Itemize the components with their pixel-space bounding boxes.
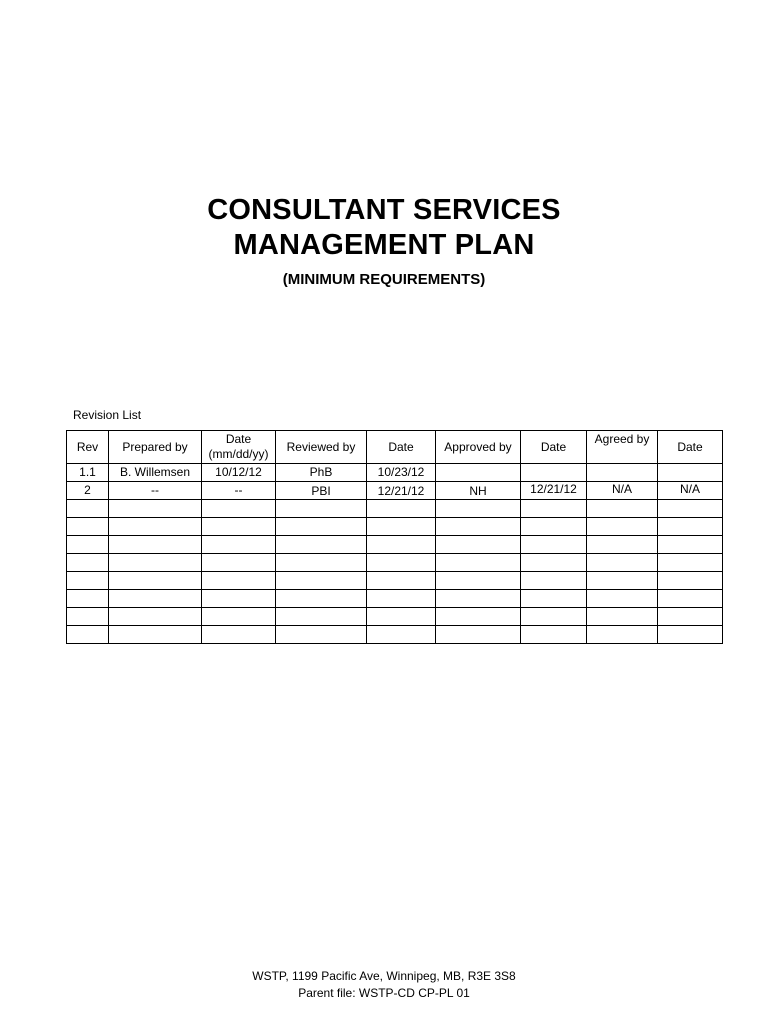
table-cell: B. Willemsen: [109, 464, 202, 482]
table-cell: [109, 518, 202, 536]
table-cell: [276, 536, 367, 554]
table-cell: [658, 518, 723, 536]
table-cell: [67, 626, 109, 644]
table-cell: [367, 554, 436, 572]
table-cell: [521, 536, 587, 554]
header-approved-by: Approved by: [436, 431, 521, 464]
table-cell: [367, 626, 436, 644]
table-cell: [202, 518, 276, 536]
table-cell: [67, 572, 109, 590]
table-cell: [109, 608, 202, 626]
table-cell: [521, 518, 587, 536]
table-cell: [436, 608, 521, 626]
table-cell: 2: [67, 482, 109, 500]
table-cell: [658, 572, 723, 590]
table-cell: [276, 554, 367, 572]
table-cell: [587, 572, 658, 590]
table-cell: [658, 608, 723, 626]
table-cell: [67, 518, 109, 536]
table-cell: 10/12/12: [202, 464, 276, 482]
table-cell: [276, 590, 367, 608]
table-cell: [587, 626, 658, 644]
table-cell: [67, 554, 109, 572]
table-cell: 1.1: [67, 464, 109, 482]
header-date-prepared: Date (mm/dd/yy): [202, 431, 276, 464]
table-cell: [276, 572, 367, 590]
table-row: [67, 608, 723, 626]
table-cell: [521, 464, 587, 482]
table-cell: [587, 518, 658, 536]
table-cell: N/A: [658, 482, 723, 500]
table-cell: [276, 500, 367, 518]
table-cell: [521, 554, 587, 572]
table-cell: [436, 464, 521, 482]
header-date-agreed: Date: [658, 431, 723, 464]
table-cell: [658, 536, 723, 554]
table-cell: [202, 500, 276, 518]
table-cell: [276, 608, 367, 626]
table-cell: 10/23/12: [367, 464, 436, 482]
table-cell: [367, 500, 436, 518]
table-cell: [276, 518, 367, 536]
table-cell: [367, 536, 436, 554]
table-cell: NH: [436, 482, 521, 500]
table-cell: [658, 500, 723, 518]
table-row: [67, 464, 723, 482]
table-cell: [109, 572, 202, 590]
header-rev: Rev: [67, 431, 109, 464]
document-subtitle: (MINIMUM REQUIREMENTS): [282, 271, 486, 288]
table-cell: [436, 572, 521, 590]
table-row: [67, 518, 723, 536]
table-cell: [436, 554, 521, 572]
header-reviewed-by: Reviewed by: [276, 431, 367, 464]
table-cell: [67, 608, 109, 626]
footer-address: WSTP, 1199 Pacific Ave, Winnipeg, MB, R3E 3S8: [252, 969, 516, 983]
table-cell: [521, 590, 587, 608]
table-cell: [109, 590, 202, 608]
table-cell: [587, 536, 658, 554]
table-cell: [587, 608, 658, 626]
revision-list-label: Revision List: [73, 408, 142, 422]
revision-table: [66, 430, 723, 644]
table-cell: [587, 554, 658, 572]
table-cell: 12/21/12: [367, 482, 436, 500]
table-cell: PBI: [276, 482, 367, 500]
table-cell: [367, 590, 436, 608]
table-cell: [587, 464, 658, 482]
table-cell: [109, 500, 202, 518]
table-cell: [67, 500, 109, 518]
table-row: [67, 626, 723, 644]
table-cell: [202, 590, 276, 608]
table-cell: [587, 500, 658, 518]
table-cell: [202, 554, 276, 572]
table-cell: [436, 518, 521, 536]
table-header-row: [67, 431, 723, 464]
table-cell: N/A: [587, 482, 658, 500]
table-cell: [658, 464, 723, 482]
table-cell: [67, 590, 109, 608]
table-cell: [367, 608, 436, 626]
table-row: [67, 482, 723, 500]
table-cell: [521, 500, 587, 518]
table-row: [67, 554, 723, 572]
table-cell: [587, 590, 658, 608]
table-row: [67, 536, 723, 554]
table-cell: --: [109, 482, 202, 500]
table-cell: --: [202, 482, 276, 500]
table-cell: [436, 536, 521, 554]
document-title-line-2: MANAGEMENT PLAN: [233, 229, 535, 261]
table-cell: [202, 626, 276, 644]
table-row: [67, 500, 723, 518]
table-cell: [109, 536, 202, 554]
header-agreed-by: Agreed by: [587, 431, 658, 464]
table-cell: [67, 536, 109, 554]
table-cell: [436, 500, 521, 518]
table-cell: [521, 572, 587, 590]
document-title-line-1: CONSULTANT SERVICES: [207, 194, 561, 226]
table-cell: [109, 554, 202, 572]
table-cell: [436, 590, 521, 608]
table-cell: [658, 554, 723, 572]
header-date-reviewed: Date: [367, 431, 436, 464]
header-date-approved: Date: [521, 431, 587, 464]
table-cell: [521, 608, 587, 626]
table-cell: [367, 572, 436, 590]
table-cell: [202, 572, 276, 590]
table-cell: [367, 518, 436, 536]
table-row: [67, 590, 723, 608]
table-cell: [109, 626, 202, 644]
header-prepared-by: Prepared by: [109, 431, 202, 464]
table-cell: [276, 626, 367, 644]
table-cell: [202, 608, 276, 626]
table-cell: [202, 536, 276, 554]
table-cell: PhB: [276, 464, 367, 482]
table-cell: [658, 590, 723, 608]
table-cell: [658, 626, 723, 644]
table-cell: [521, 626, 587, 644]
table-row: [67, 572, 723, 590]
footer-parent-file: Parent file: WSTP-CD CP-PL 01: [298, 986, 470, 1000]
table-cell: 12/21/12: [521, 482, 587, 500]
table-cell: [436, 626, 521, 644]
